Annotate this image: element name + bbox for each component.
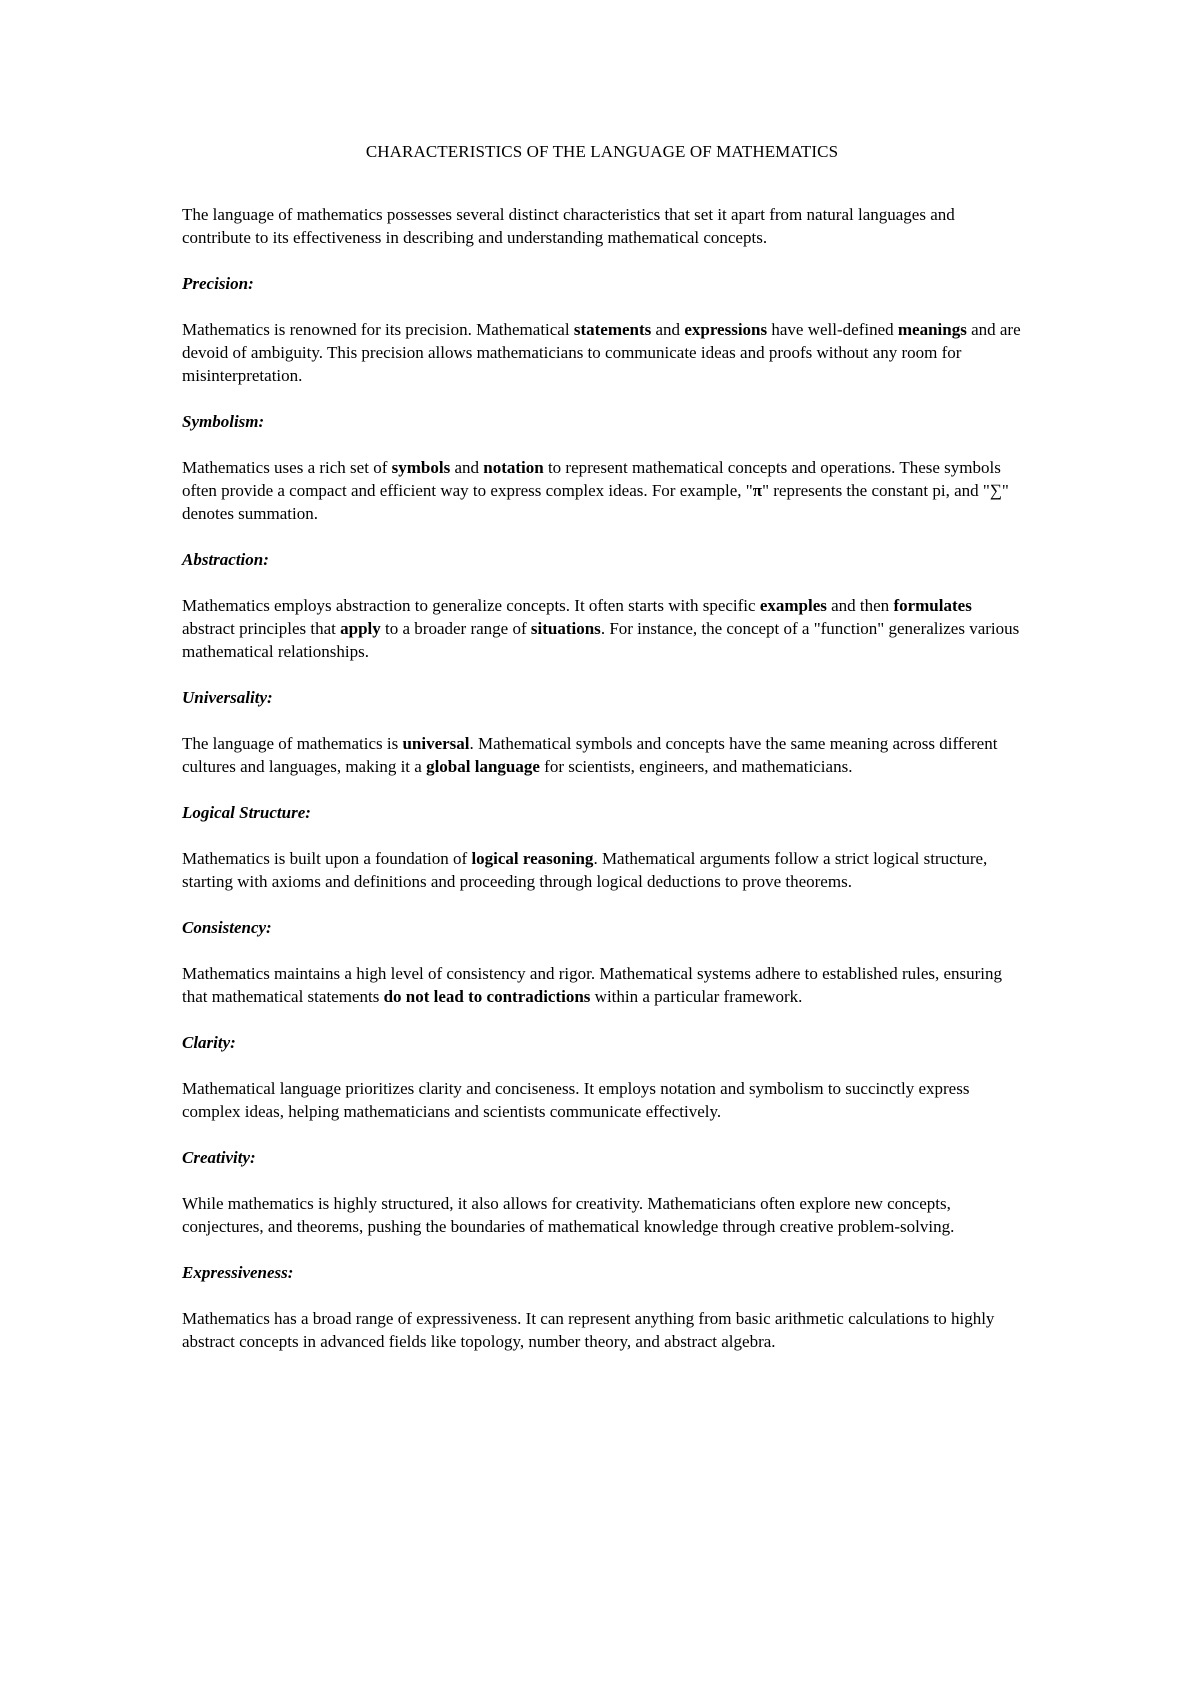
- section-paragraph: [182, 594, 1022, 663]
- sections-container: [182, 272, 1022, 1353]
- section-paragraph: [182, 1192, 1022, 1238]
- text-run: Mathematics has a broad range of expressiveness. It can represent anything from basic arithmetic calculations to highly abstract concepts in advanced fields like topology, number theory, and abstract algebra.: [182, 1309, 995, 1351]
- bold-term: logical reasoning: [471, 849, 594, 868]
- section-heading: Consistency:: [182, 918, 272, 937]
- text-run: . For instance, the concept of a "function" generalizes various mathematical relationships.: [182, 619, 1020, 661]
- text-run: abstract principles that: [182, 619, 341, 638]
- section-paragraph: [182, 1077, 1022, 1123]
- text-run: and then: [826, 596, 894, 615]
- section-paragraph: [182, 1307, 1022, 1353]
- text-run: The language of mathematics is: [182, 734, 403, 753]
- text-run: . Mathematical arguments follow a strict logical structure, starting with axioms and definitions and proceeding through logical deductions to prove theorems.: [182, 849, 988, 891]
- section-heading: Logical Structure:: [182, 803, 311, 822]
- bold-term: do not lead to contradictions: [383, 987, 591, 1006]
- document-page: [182, 142, 1022, 1376]
- bold-term: examples: [759, 596, 827, 615]
- text-run: Mathematics is renowned for its precision. Mathematical: [182, 320, 574, 339]
- bold-term: formulates: [893, 596, 972, 615]
- bold-term: situations: [530, 619, 601, 638]
- section-heading: Precision:: [182, 274, 254, 293]
- section-heading: Expressiveness:: [182, 1263, 294, 1282]
- text-run: Mathematics uses a rich set of: [182, 458, 392, 477]
- document-title: CHARACTERISTICS OF THE LANGUAGE OF MATHEMATICS: [365, 142, 839, 161]
- intro-paragraph: The language of mathematics possesses several distinct characteristics that set it apart from natural languages and contribute to its effectiveness in describing and understanding mathematical concepts.: [182, 205, 955, 247]
- section-heading: Creativity:: [182, 1148, 256, 1167]
- section-heading: Clarity:: [182, 1033, 236, 1052]
- text-run: Mathematics is built upon a foundation of: [182, 849, 472, 868]
- section-paragraph: [182, 962, 1022, 1008]
- bold-term: statements: [573, 320, 652, 339]
- section-heading: Abstraction:: [182, 550, 269, 569]
- text-run: to represent mathematical concepts and operations. These symbols often provide a compact and efficient way to express complex ideas. For example, ": [182, 458, 1001, 500]
- section-paragraph: [182, 847, 1022, 893]
- section-heading: Symbolism:: [182, 412, 265, 431]
- text-run: for scientists, engineers, and mathematicians.: [539, 757, 853, 776]
- text-run: have well-defined: [767, 320, 898, 339]
- text-run: and are devoid of ambiguity. This precision allows mathematicians to communicate ideas and proofs without any room for misinterpretation.: [182, 320, 1021, 385]
- bold-term: apply: [340, 619, 381, 638]
- bold-term: global language: [426, 757, 540, 776]
- text-run: Mathematics employs abstraction to generalize concepts. It often starts with specific: [182, 596, 760, 615]
- bold-term: notation: [483, 458, 544, 477]
- bold-term: expressions: [684, 320, 768, 339]
- section-heading: Universality:: [182, 688, 273, 707]
- text-run: Mathematical language prioritizes clarity and conciseness. It employs notation and symbolism to succinctly express complex ideas, helping mathematicians and scientists communicate effectively.: [182, 1079, 970, 1121]
- text-run: " represents the constant pi, and "∑" denotes summation.: [182, 481, 1009, 523]
- text-run: to a broader range of: [380, 619, 531, 638]
- section-paragraph: [182, 318, 1022, 387]
- text-run: While mathematics is highly structured, it also allows for creativity. Mathematicians often explore new concepts, conjectures, and theorems, pushing the boundaries of mathematical knowledge through creative problem-solving.: [182, 1194, 955, 1236]
- text-run: Mathematics maintains a high level of consistency and rigor. Mathematical systems adhere to established rules, ensuring that mathematical statements: [182, 964, 1003, 1006]
- text-run: and: [651, 320, 685, 339]
- text-run: and: [450, 458, 484, 477]
- bold-term: universal: [402, 734, 470, 753]
- bold-term: π: [752, 481, 763, 500]
- section-paragraph: [182, 456, 1022, 525]
- text-run: within a particular framework.: [590, 987, 803, 1006]
- bold-term: symbols: [391, 458, 451, 477]
- bold-term: meanings: [897, 320, 967, 339]
- section-paragraph: [182, 732, 1022, 778]
- text-run: . Mathematical symbols and concepts have the same meaning across different cultures and languages, making it a: [182, 734, 998, 776]
